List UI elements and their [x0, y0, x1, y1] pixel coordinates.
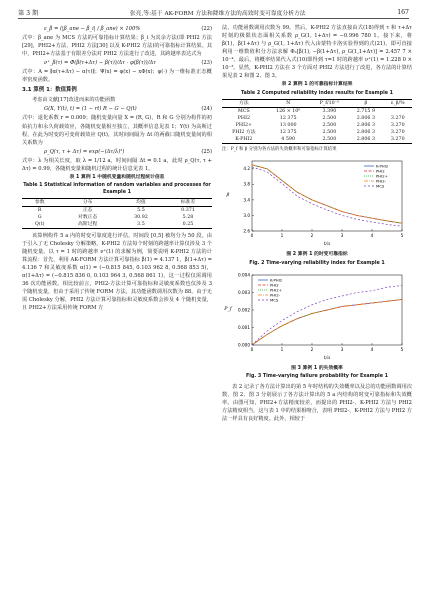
x-tick-label: 1: [280, 347, 284, 352]
figure-3: [222, 269, 412, 364]
figure-2-caption-en: Fig. 2 Time-varying reliability index for Example 1: [249, 260, 385, 266]
table-note: 注：P_f 和 β 分别为各方法的失效概率和可靠指标计算结果: [222, 147, 337, 153]
x-tick-label: 0: [250, 347, 254, 352]
table-2: 方法 N P_f/10⁻⁵ β ε_β/% MCS 126 × 10⁶ 3.390 2.715 9 PHI2 12 375 2.500 2.806 3 3.270 PHI2+ 13 000 2.500 2.806 3 3.270 PHI2 方法 12 375 2.500 2.806 3 3.270 K-PHI2 4 590 2.500 2.806 3 3.270: [222, 99, 412, 144]
series-line-k-phi2: [252, 300, 402, 346]
y-tick-label: 0.001: [238, 324, 250, 330]
table-row: MCS 126 × 10⁶ 3.390 2.715 9: [237, 109, 376, 115]
page-header: [18, 6, 409, 19]
x-tick-label: 0: [250, 233, 254, 239]
table-1: [22, 198, 212, 229]
equation-25: ρ_Q(τ, τ + Δτ) = exp(−(Δτ/λ)²) (25): [44, 148, 212, 155]
y-tick-label: 0.004: [238, 272, 250, 278]
table-row: R 正态 5.5 0.371: [37, 208, 195, 214]
legend-label: PHI2-: [376, 178, 387, 184]
y-axis-label: β: [226, 193, 230, 199]
table-row: Q(t) 高斯过程 3.5 0.25: [34, 222, 194, 228]
failure-probability-chart: [222, 269, 412, 361]
x-tick-label: 3: [340, 233, 344, 239]
x-tick-label: 2: [310, 233, 314, 239]
y-tick-label: 4.2: [243, 166, 250, 172]
table-2-caption-en: Table 2 Computed reliability index results for Example 1: [240, 90, 394, 96]
series-line-phi2: [252, 300, 402, 346]
table-header-cell: 分布: [57, 199, 117, 207]
table-header-cell: 均值: [118, 199, 164, 207]
figure-3-caption-en: Fig. 3 Time-varying failure probability for Example 1: [246, 374, 388, 380]
table-row: G 对数正态 30.92 5.28: [37, 215, 194, 221]
y-tick-label: 0.003: [238, 289, 250, 295]
x-tick-label: 5: [400, 347, 404, 352]
x-tick-label: 1: [280, 233, 284, 239]
y-tick-label: 3.8: [243, 181, 250, 187]
section-heading: 3.1 算例 1：数值算例: [22, 87, 77, 94]
page-number: 167: [397, 8, 409, 16]
legend-label: MCS: [376, 183, 385, 189]
left-column: [22, 24, 212, 312]
y-tick-label: 3.4: [243, 197, 250, 203]
paragraph: 式中：β_ane 为 MCS 方法的可靠指标计算结果；β_i 为其余方法(即 PHI2 方法[29]，PHI2+方法、PHI2 方法[30] 以及 K-PHI2 方法)的可靠指标计算结果。其中，PHI2+方法基于有限差分法对 PHI2 方法进行了改进，其跨越率表达式为: [22, 35, 212, 58]
equation-24: G(X, Y(t), t) = (1 − rt) R − G − Q(t) (24): [44, 106, 212, 113]
table-1-caption-en: Table 1 Statistical information of random variables and processes for Example 1: [23, 183, 211, 195]
legend-label: PHI2: [270, 282, 279, 288]
x-axis-label: t/a: [323, 242, 331, 248]
legend-label: K-PHI2: [376, 163, 389, 169]
table-row: PHI2 方法 12 375 2.500 2.806 3 3.270: [232, 130, 405, 136]
paragraph: 表 2 记录了各方法计算出的第 5 年时结构的失效概率以及总的功能函数调用次数，图 2、图 3 分别展示了各方法计算出的 5 a 内结构的时变可靠指标和失效概率。由图可知，PHI2+方法精度较差，而提出的 PHI2-、K-PHI2 方法与 PHI2 方法精度相当，这与表 1 中的结果相吻合，表明 PHI2-、K-PHI2 方法与 PHI2 方法一样具有良好精度。此外，相较于: [222, 383, 412, 423]
legend-label: MCS: [270, 297, 279, 303]
table-header-cell: 参数: [22, 199, 57, 207]
legend-label: K-PHI2: [270, 277, 283, 283]
series-line-phi2-: [252, 300, 402, 346]
running-title: 张亮,等:基于 AK-FORM 方法和降维方法的高效时变可靠度分析方法: [129, 10, 306, 17]
table-header-cell: 标准差: [164, 199, 212, 207]
x-axis-label: t/a: [323, 356, 331, 361]
paragraph: 式中：退化系数 r = 0.009；随机变量向量 X = (R, G)，R 和 G 分别为构件的初始抗力和永久荷载效应，各随机变量相互独立，其概率信息见表 1；Y(t) 为高斯过程，在此为时变的可变荷载效应 Q(t)，其时间间隔为 Δt 的两截口随机变量间的相关系数为: [22, 115, 212, 146]
legend-label: PHI2-: [270, 292, 281, 298]
paragraph: 该算例构件 5 a 内的时变可靠度进行评估，时间段 [0,5] 被均分为 50 段。由于引入了无 Cholesky 分解策略，K-PHI2 方法每个时刻的跨越率计算仅涉及 3 个随机变量。以 τ = 1 时的跨越率 ν⁺(1) 的求解为例，简要说明 K-PHI2 方法的计算流程：首先，利用 AK-FORM 方法计算可靠指标 β(1) = 4.137 1，β(1+Δτ) = 4.136 7 和灵敏度系数 α(1) = (−0.815 845, 0.103 962 8, 0.568 853 5)，α(1+Δτ) = (−0.815 836 0, 0.103 964 3, 0.568 861 1)，这一过程仅需调用 36 次功能函数。相比较前言，PHI2-方法计算可靠指标和灵敏度系数也仅涉及 3 个随机变量，但由于采用了传统 FORM 方法，其功能函数调用次数为 88。由于无需 Cholesky 分解，PHI2 方法计算可靠指标和灵敏度系数会涉及 4 个随机变量，且 PHI2+方法采用传统 FORM 方: [22, 233, 212, 312]
paragraph: 式中：A = ∥α(τ+Δτ) − α(τ)∥；Ψ(x) = φ(x) − xΦ(x)；φ(·) 为一维标准正态概率密度函数。: [22, 69, 212, 84]
table-2-caption-cn: 表 2 算例 1 的可靠指标计算结果: [281, 82, 353, 88]
reliability-index-chart: [222, 155, 412, 247]
x-tick-label: 3: [340, 347, 344, 352]
figure-2: [222, 155, 412, 250]
paragraph: 法，功能函数调用次数为 99。然后，K-PHI2 方法直接由式(18)得到 τ 和 τ+Δτ 时刻的极限状态面相关系数 ρ_G(1, 1+Δτ) = −0.996 780 1。接下来，将 β(1)，β(1+Δτ) 与 ρ_G(1, 1+Δτ) 代入由蒙特卡洛实验得到的式(21)，即可直接利用一维数值积分方法求解 Φ₂[β(1), −β(1+Δτ), ρ_G(1,1+Δτ)] = 2.457 7 × 10⁻⁴。最后，将概率结果代入式(10)即得到 τ=1 时的跨越率 ν⁺(1) = 1.228 0 × 10⁻³。显然，K-PHI2 方法在 3 个方面对 PHI2 方法进行了改进，各方法的计算结果见表 2 和图 2、图 3。: [222, 25, 412, 80]
y-tick-label: 2.6: [243, 228, 250, 234]
x-tick-label: 4: [370, 347, 374, 352]
x-tick-label: 2: [310, 347, 314, 352]
figure-3-caption-cn: 图 3 算例 1 的失效概率: [291, 366, 343, 372]
table-row: PHI2+ 13 000 2.500 2.806 3 3.270: [235, 123, 405, 129]
equation-22: ε_β = (|β_ane − β_i| / β_ane) × 100% (22): [44, 26, 212, 32]
legend-label: PHI2+: [270, 287, 282, 293]
y-tick-label: 3.0: [243, 212, 250, 218]
legend-label: PHI2: [376, 168, 385, 174]
y-axis-label: P_f: [224, 307, 232, 312]
x-tick-label: 4: [370, 233, 374, 239]
issue-label: 第 3 期: [18, 9, 39, 17]
table-row: PHI2 12 375 2.500 2.806 3 3.270: [237, 116, 405, 122]
y-tick-label: 0.000: [238, 342, 250, 348]
right-column: [222, 24, 412, 423]
equation-23: ν⁺_β(τ) = Φ̄(β(τ+Δτ) − β(τ))/Δτ · φ(β(τ))/Δτ (23): [44, 60, 212, 67]
paragraph: 式中：λ 为相关长度，取 λ = 1/12 a，时间间隔 Δt = 0.1 a，此时 ρ_Q(τ, τ + Δτ) = 0.99，各随机变量和随机过程的统计信息见表 1。: [22, 157, 212, 172]
series-line-phi2-: [252, 300, 402, 346]
table-row: K-PHI2 4 590 2.500 2.806 3 3.270: [235, 137, 405, 143]
paragraph: 考虑由文献[17]改进而来的功能函数: [32, 97, 116, 104]
figure-2-caption-cn: 图 2 算例 1 的时变可靠指标: [286, 252, 348, 258]
legend-label: PHI2+: [376, 173, 388, 179]
x-tick-label: 5: [400, 233, 404, 239]
table-1-caption-cn: 表 1 算例 1 中随机变量和随机过程统计信息: [69, 174, 165, 180]
y-tick-label: 0.002: [238, 307, 250, 313]
